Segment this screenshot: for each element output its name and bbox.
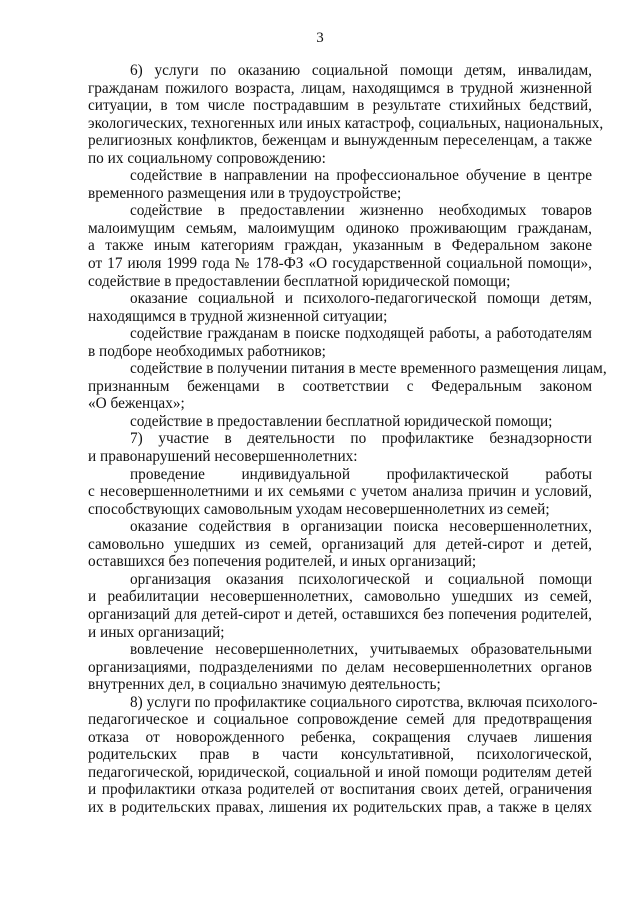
text-line: временного размещения или в трудоустройстве;: [88, 184, 402, 202]
text-line: отказа от новорожденного ребенка, сокращения случаев лишения: [88, 728, 592, 746]
text-line: внутренних дел, в социально значимую деятельность;: [88, 676, 441, 694]
text-line: их в родительских правах, лишения их родительских прав, а также в целях: [88, 798, 592, 816]
text-line: 6) услуги по оказанию социальной помощи детям, инвалидам,: [130, 62, 592, 79]
paragraph: [88, 571, 592, 641]
text-line: «О беженцах»;: [88, 395, 185, 413]
paragraph: [88, 641, 592, 694]
paragraph: [88, 466, 592, 519]
text-line: педагогическое и социальное сопровождение семей для предотвращения: [88, 711, 592, 729]
text-line: оказание социальной и психолого-педагогической помощи детям,: [130, 290, 592, 308]
paragraph: [88, 167, 592, 202]
text-line: вовлечение несовершеннолетних, учитываемых образовательными: [130, 641, 592, 659]
paragraph: [88, 518, 592, 571]
text-line: содействие в предоставлении бесплатной юридической помощи;: [88, 272, 511, 290]
text-line: и реабилитации несовершеннолетних, самовольно ушедших из семей,: [88, 588, 592, 606]
text-line: содействие в предоставлении бесплатной юридической помощи;: [130, 412, 553, 430]
paragraph: [88, 62, 604, 167]
text-line: и иных организаций;: [88, 623, 225, 641]
text-line: признанным беженцами в соответствии с Федеральным законом: [88, 377, 592, 395]
text-line: оставшихся без попечения родителей, и иных организаций;: [88, 553, 477, 571]
paragraph: [88, 693, 598, 817]
text-line: находящимся в трудной жизненной ситуации;: [88, 307, 388, 325]
text-line: в подборе необходимых работников;: [88, 342, 326, 360]
text-line: содействие в предоставлении жизненно необходимых товаров: [130, 202, 592, 220]
text-line: и правонарушений несовершеннолетних:: [88, 448, 358, 466]
paragraph: [88, 360, 607, 413]
text-line: по их социальному сопровождению:: [88, 149, 326, 167]
text-line: содействие гражданам в поиске подходящей работы, а работодателям: [130, 325, 592, 343]
text-line: экологических, техногенных или иных катастроф, социальных, национальных,: [88, 114, 604, 132]
text-line: организаций для детей-сирот и детей, оставшихся без попечения родителей,: [88, 605, 592, 623]
text-line: малоимущим семьям, малоимущим одиноко проживающим гражданам,: [88, 219, 592, 237]
text-line: способствующих самовольным уходам несовершеннолетних из семей;: [88, 500, 550, 518]
text-line: содействие в получении питания в месте временного размещения лицам,: [130, 360, 607, 378]
text-line: организациями, подразделениями по делам несовершеннолетних органов: [88, 658, 592, 676]
text-line: содействие в направлении на профессиональное обучение в центре: [130, 167, 592, 185]
text-line: организация оказания психологической и социальной помощи: [130, 570, 592, 588]
page-number: 3: [316, 30, 324, 46]
text-line: родительских прав в части консультативной, психологической,: [88, 746, 592, 764]
paragraph: [88, 290, 592, 325]
document-body: [88, 62, 607, 817]
text-line: гражданам пожилого возраста, лицам, находящимся в трудной жизненной: [88, 79, 592, 97]
text-line: 8) услуги по профилактике социального сиротства, включая психолого-: [130, 693, 598, 711]
text-line: проведение индивидуальной профилактической работы: [130, 465, 592, 483]
text-line: педагогической, юридической, социальной и иной помощи родителям детей: [88, 763, 592, 781]
text-line: а также иным категориям граждан, указанным в Федеральном законе: [88, 237, 592, 255]
text-line: ситуации, в том числе пострадавшим в результате стихийных бедствий,: [88, 97, 592, 115]
paragraph: [88, 413, 592, 431]
paragraph: [88, 202, 592, 290]
text-line: 7) участие в деятельности по профилактике безнадзорности: [130, 430, 592, 448]
paragraph: [88, 325, 592, 360]
text-line: самовольно ушедших из семей, организаций для детей-сирот и детей,: [88, 535, 592, 553]
paragraph: [88, 430, 592, 465]
text-line: от 17 июля 1999 года № 178-ФЗ «О государственной социальной помощи»,: [88, 255, 592, 273]
text-line: и профилактики отказа родителей от воспитания своих детей, ограничения: [88, 781, 592, 799]
text-line: с несовершеннолетними и их семьями с учетом анализа причин и условий,: [88, 483, 592, 501]
text-line: религиозных конфликтов, беженцам и вынужденным переселенцам, а также: [88, 132, 592, 150]
text-line: оказание содействия в организации поиска несовершеннолетних,: [130, 518, 592, 536]
